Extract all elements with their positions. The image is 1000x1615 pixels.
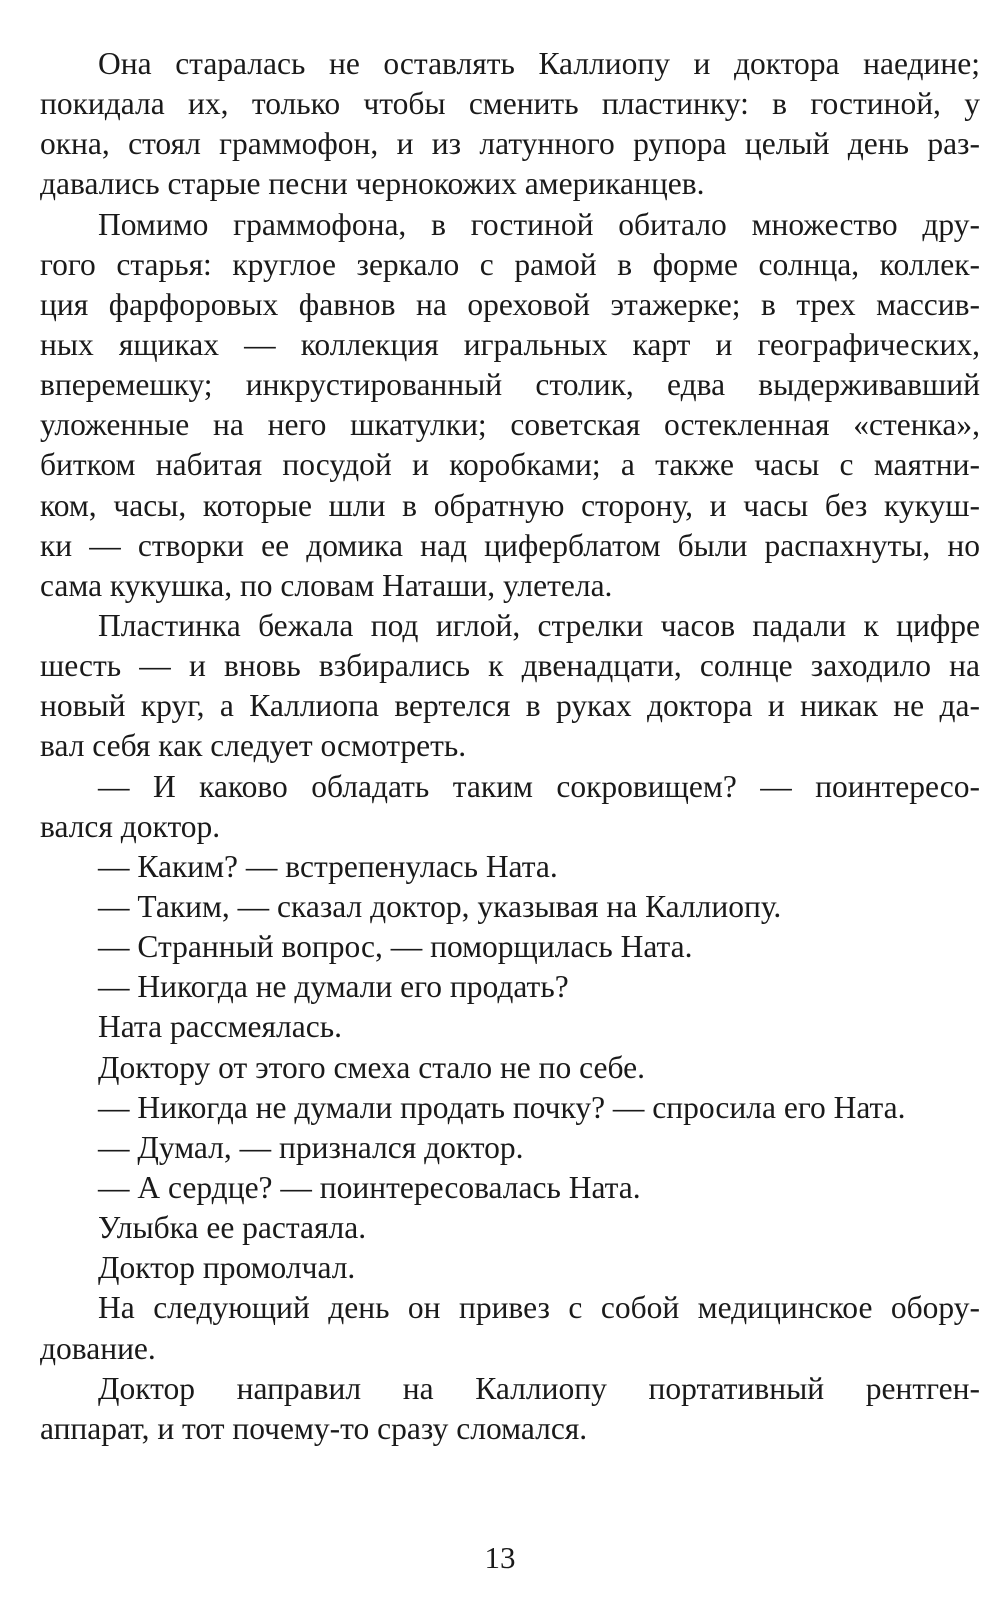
body-text — [40, 44, 980, 1449]
text-line: давались старые песни чернокожих американцев. — [40, 166, 705, 202]
text-line: сама кукушка, по словам Наташи, улетела. — [40, 567, 613, 603]
text-line: дование. — [40, 1330, 156, 1366]
text-line: Помимо граммофона, в гостиной обитало множество дру- — [98, 206, 980, 242]
text-line: новый круг, а Каллиопа вертелся в руках доктора и никак не да- — [40, 688, 980, 724]
text-line: ком, часы, которые шли в обратную сторону, и часы без кукуш- — [40, 487, 980, 523]
text-line: уложенные на него шкатулки; советская остекленная «стенка», — [40, 407, 980, 443]
text-line: Доктору от этого смеха стало не по себе. — [98, 1049, 645, 1085]
text-line: ных ящиках — коллекция игральных карт и географических, — [40, 326, 980, 362]
dialogue-line: — Думал, — признался доктор. — [98, 1129, 524, 1165]
text-line: ция фарфоровых фавнов на ореховой этажерке; в трех массив- — [40, 286, 980, 322]
text-line: ки — створки ее домика над циферблатом были распахнуты, но — [40, 527, 980, 563]
dialogue-line: — А сердце? — поинтересовалась Ната. — [98, 1169, 641, 1205]
text-line: Пластинка бежала под иглой, стрелки часов падали к цифре — [98, 607, 980, 643]
dialogue-line: — И каково обладать таким сокровищем? — поинтересо- — [98, 768, 980, 804]
text-line: Улыбка ее растаяла. — [98, 1210, 367, 1246]
dialogue-line: — Никогда не думали продать почку? — спросила его Ната. — [98, 1089, 906, 1125]
text-line: окна, стоял граммофон, и из латунного рупора целый день раз- — [40, 126, 980, 162]
dialogue-line: — Странный вопрос, — поморщилась Ната. — [98, 929, 693, 965]
text-line: гого старья: круглое зеркало с рамой в форме солнца, коллек- — [40, 246, 980, 282]
text-line: вал себя как следует осмотреть. — [40, 728, 467, 764]
text-line: аппарат, и тот почему-то сразу сломался. — [40, 1410, 588, 1446]
text-line: вперемешку; инкрустированный столик, едва выдерживавший — [40, 367, 980, 403]
dialogue-line: — Никогда не думали его продать? — [98, 969, 569, 1005]
text-line: На следующий день он привез с собой медицинское обору- — [98, 1290, 980, 1326]
dialogue-line: — Каким? — встрепенулась Ната. — [98, 848, 558, 884]
text-line: Доктор промолчал. — [98, 1250, 356, 1286]
text-line: Ната рассмеялась. — [98, 1009, 342, 1045]
dialogue-line: — Таким, — сказал доктор, указывая на Каллиопу. — [98, 888, 782, 924]
text-line: битком набитая посудой и коробками; а также часы с маятни- — [40, 447, 980, 483]
dialogue-line: вался доктор. — [40, 808, 221, 844]
text-line: шесть — и вновь взбирались к двенадцати, солнце заходило на — [40, 648, 980, 684]
page-number: 13 — [484, 1540, 516, 1575]
text-line: покидала их, только чтобы сменить пластинку: в гостиной, у — [40, 86, 980, 122]
text-line: Доктор направил на Каллиопу портативный рентген- — [98, 1370, 980, 1406]
text-line: Она старалась не оставлять Каллиопу и доктора наедине; — [98, 46, 980, 81]
